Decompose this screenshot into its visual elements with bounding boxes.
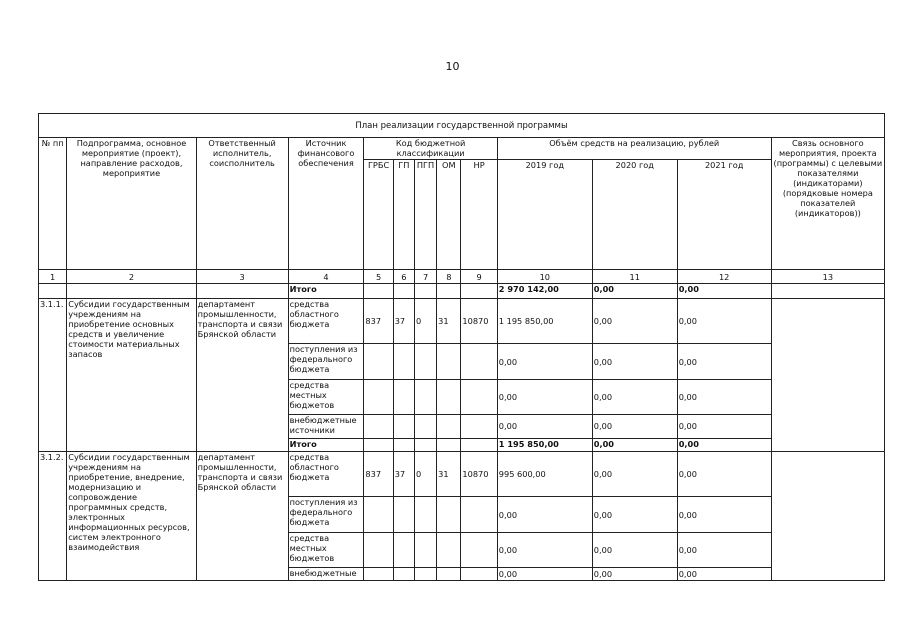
value-2021: 0,00: [677, 414, 771, 438]
source-cell: внебюджетные: [288, 567, 364, 580]
grbs-cell: 837: [364, 298, 393, 344]
total-2019: 1 195 850,00: [497, 439, 592, 452]
total-2020: 0,00: [592, 439, 677, 452]
page-number: 10: [445, 60, 460, 73]
value-2019: 0,00: [497, 497, 592, 533]
table-row: [39, 284, 885, 298]
header-link: Связь основного мероприятия, проекта (программы) с целевыми показателями (индикаторами) (порядковые номера показателей (индикаторов)): [771, 138, 884, 270]
value-2020: 0,00: [592, 414, 677, 438]
col-number: 2: [67, 269, 196, 283]
value-2019: 1 195 850,00: [497, 298, 592, 344]
value-2021: 0,00: [677, 452, 771, 497]
value-2020: 0,00: [592, 567, 677, 580]
source-cell: средства областного бюджета: [288, 452, 364, 497]
header-source: Источник финансового обеспечения: [288, 138, 364, 270]
col-number: 13: [771, 269, 884, 283]
value-2021: 0,00: [677, 344, 771, 380]
header-volume: Объём средств на реализацию, рублей: [497, 138, 771, 159]
value-2021: 0,00: [677, 533, 771, 568]
value-2020: 0,00: [592, 452, 677, 497]
col-number: 12: [677, 269, 771, 283]
plan-table: [38, 113, 885, 581]
col-number: 8: [437, 269, 461, 283]
item-name: Субсидии государственным учреждениям на приобретение, внедрение, модернизацию и сопровождение программных средств, электронных информационных ресурсов, систем электронного взаимодействия: [67, 452, 196, 581]
value-2019: 0,00: [497, 344, 592, 380]
value-2020: 0,00: [592, 533, 677, 568]
gp-cell: 37: [393, 452, 414, 497]
value-2020: 0,00: [592, 298, 677, 344]
value-2021: 0,00: [677, 380, 771, 415]
header-budget-code: Код бюджетной классификации: [364, 138, 497, 159]
total-2020: 0,00: [592, 284, 677, 298]
header-2019: 2019 год: [497, 159, 592, 269]
om-cell: 31: [437, 298, 461, 344]
total-2021: 0,00: [677, 284, 771, 298]
table-row: [39, 298, 885, 344]
col-number: 5: [364, 269, 393, 283]
value-2019: 0,00: [497, 533, 592, 568]
header-subprogram: Подпрограмма, основное мероприятие (проект), направление расходов, мероприятие: [67, 138, 196, 270]
value-2019: 995 600,00: [497, 452, 592, 497]
value-2020: 0,00: [592, 344, 677, 380]
col-number: 1: [39, 269, 67, 283]
header-2020: 2020 год: [592, 159, 677, 269]
value-2021: 0,00: [677, 497, 771, 533]
source-cell: поступления из федерального бюджета: [288, 497, 364, 533]
source-cell: поступления из федерального бюджета: [288, 344, 364, 380]
pgp-cell: 0: [414, 298, 436, 344]
item-name: Субсидии государственным учреждениям на приобретение основных средств и увеличение стоимости материальных запасов: [67, 298, 196, 452]
table-title: План реализации государственной программы: [39, 114, 885, 138]
grbs-cell: 837: [364, 452, 393, 497]
table-row: [39, 452, 885, 497]
col-number: 9: [461, 269, 497, 283]
source-cell: средства местных бюджетов: [288, 533, 364, 568]
col-number: 4: [288, 269, 364, 283]
header-num: № пп: [39, 138, 67, 270]
col-number: 7: [414, 269, 436, 283]
total-label: Итого: [288, 439, 364, 452]
total-2019: 2 970 142,00: [497, 284, 592, 298]
source-cell: средства местных бюджетов: [288, 380, 364, 415]
header-grbs: ГРБС: [364, 159, 393, 269]
item-executor: департамент промышленности, транспорта и связи Брянской области: [196, 452, 288, 581]
value-2020: 0,00: [592, 380, 677, 415]
total-2021: 0,00: [677, 439, 771, 452]
source-cell: средства областного бюджета: [288, 298, 364, 344]
header-gp: ГП: [393, 159, 414, 269]
value-2019: 0,00: [497, 380, 592, 415]
value-2021: 0,00: [677, 567, 771, 580]
header-om: ОМ: [437, 159, 461, 269]
col-number: 11: [592, 269, 677, 283]
om-cell: 31: [437, 452, 461, 497]
value-2021: 0,00: [677, 298, 771, 344]
col-number: 6: [393, 269, 414, 283]
item-number: 3.1.2.: [39, 452, 67, 581]
gp-cell: 37: [393, 298, 414, 344]
item-executor: департамент промышленности, транспорта и связи Брянской области: [196, 298, 288, 452]
item-number: 3.1.1.: [39, 298, 67, 452]
header-np: НР: [461, 159, 497, 269]
np-cell: 10870: [461, 298, 497, 344]
source-cell: внебюджетные источники: [288, 414, 364, 438]
col-number: 3: [196, 269, 288, 283]
header-pgp: ПГП: [414, 159, 436, 269]
col-number: 10: [497, 269, 592, 283]
header-executor: Ответственный исполнитель, соисполнитель: [196, 138, 288, 270]
np-cell: 10870: [461, 452, 497, 497]
value-2019: 0,00: [497, 567, 592, 580]
total-label: Итого: [288, 284, 364, 298]
value-2020: 0,00: [592, 497, 677, 533]
header-2021: 2021 год: [677, 159, 771, 269]
value-2019: 0,00: [497, 414, 592, 438]
pgp-cell: 0: [414, 452, 436, 497]
